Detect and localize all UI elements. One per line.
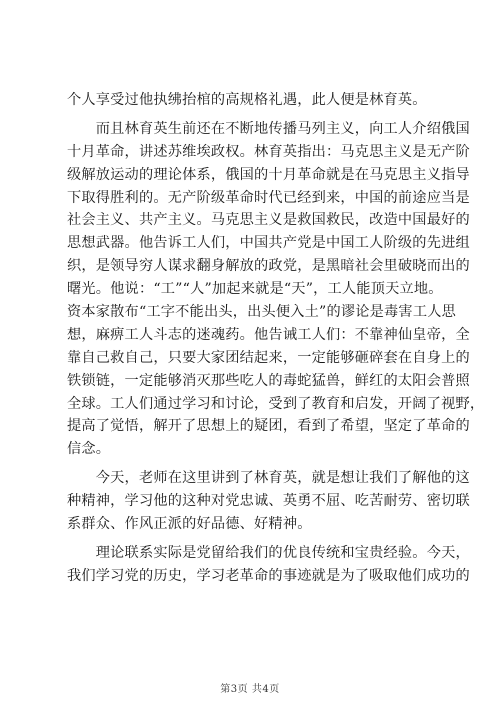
text-line: 织，是领导穷人谋求翻身解放的政党，是黑暗社会里破晓而出的 [67, 258, 470, 275]
page-footer: 第3页 共4页 [220, 684, 280, 695]
text-line: 社会主义、共产主义。马克思主义是救国救民，改造中国最好的 [67, 212, 470, 229]
text-line: 我们学习党的历史，学习老革命的事迹就是为了吸取他们成功的 [67, 567, 470, 584]
text-line: 今天，老师在这里讲到了林育英，就是想让我们了解他的这 [67, 470, 470, 487]
text-line: 而且林育英生前还在不断地传播马列主义，向工人介绍俄国 [67, 120, 470, 137]
text-line: 靠自己救自己，只要大家团结起来，一定能够砸碎套在自身上的 [67, 349, 470, 366]
text-line: 级解放运动的理论体系，俄国的十月革命就是在马克思主义指导 [67, 166, 470, 183]
text-line: 十月革命，讲述苏维埃政权。林育英指出：马克思主义是无产阶 [67, 143, 470, 160]
text-line: 全球。工人们通过学习和讨论，受到了教育和启发，开阔了视野， [67, 395, 485, 412]
text-line: 想，麻痹工人斗志的迷魂药。他告诫工人们：不靠神仙皇帝，全 [67, 326, 470, 343]
text-line: 资本家散布“工字不能出头，出头便入土”的谬论是毒害工人思 [67, 304, 456, 321]
document-body [67, 89, 485, 588]
text-line: 思想武器。他告诉工人们，中国共产党是中国工人阶级的先进组 [67, 235, 470, 252]
text-line: 提高了觉悟，解开了思想上的疑团，看到了希望，坚定了革命的 [67, 418, 470, 435]
text-line: 种精神，学习他的这种对党忠诚、英勇不屈、吃苦耐劳、密切联 [67, 493, 470, 510]
text-line: 信念。 [67, 441, 111, 458]
text-line: 铁锁链，一定能够消灭那些吃人的毒蛇猛兽，鲜红的太阳会普照 [67, 372, 470, 389]
text-line: 个人享受过他执绋抬棺的高规格礼遇，此人便是林育英。 [67, 92, 427, 108]
text-line: 下取得胜利的。无产阶级革命时代已经到来，中国的前途应当是 [67, 189, 470, 206]
text-line: 系群众、作风正派的好品德、好精神。 [67, 516, 312, 533]
text-line: 曙光。他说：“工”“人”加起来就是“天”，工人能顶天立地。 [67, 281, 443, 298]
text-line: 理论联系实际是党留给我们的优良传统和宝贵经验。今天， [67, 544, 470, 561]
